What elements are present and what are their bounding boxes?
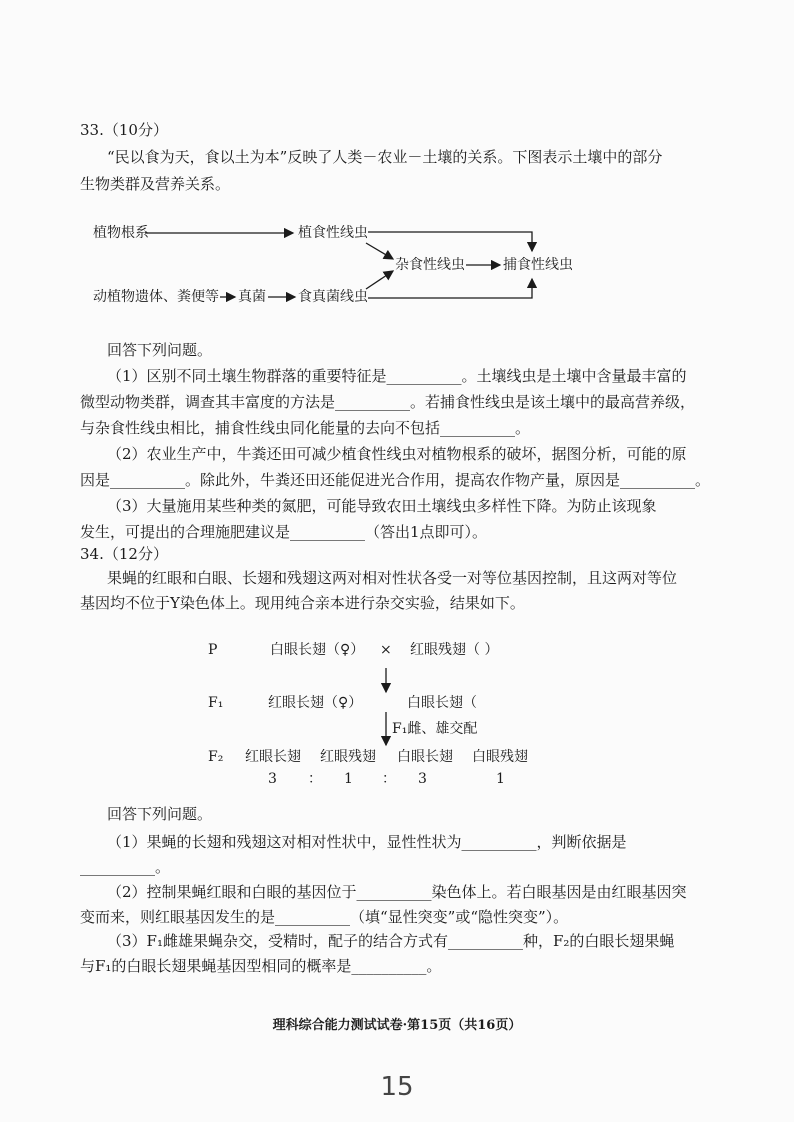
node-plant-roots: 植物根系 <box>93 225 149 241</box>
node-remains: 动植物遗体、粪便等 <box>93 289 219 305</box>
question-33-intro-line: “民以食为天，食以土为本”反映了人类－农业－土壤的关系。下图表示土壤中的部分 <box>107 148 663 166</box>
f2-ratio: 3 <box>268 771 277 787</box>
f2-ratio: 1 <box>496 771 505 787</box>
f2-phenotype: 白眼残翅 <box>472 749 528 765</box>
question-line: 发生，可提出的合理施肥建议是__________（答出1点即可）。 <box>80 523 488 541</box>
question-line: （1）区别不同土壤生物群落的重要特征是__________。土壤线虫是土壤中含量最丰富的 <box>107 367 687 385</box>
arrow-herbivore-to-predator <box>368 232 532 251</box>
question-33-intro-line: 生物类群及营养关系。 <box>80 175 231 193</box>
question-line: （3）大量施用某些种类的氮肥，可能导致农田土壤线虫多样性下降。为防止该现象 <box>107 497 657 515</box>
f2-phenotype: 红眼残翅 <box>320 749 376 765</box>
answer-prompt: 回答下列问题。 <box>107 805 213 823</box>
question-34-intro-line: 果蝇的红眼和白眼、长翅和残翅这两对相对性状各受一对等位基因控制，且这两对等位 <box>107 569 678 587</box>
page-footer: 理科综合能力测试试卷·第15页（共16页） <box>272 1018 522 1033</box>
question-line: 因是__________。除此外，牛粪还田还能促进光合作用，提高农作物产量，原因是__________。 <box>80 471 711 489</box>
generation-f2: F₂ <box>208 749 224 765</box>
question-line: （2）农业生产中，牛粪还田可减少植食性线虫对植物根系的破坏，据图分析，可能的原 <box>107 445 687 463</box>
question-33-header: 33.（10分） <box>80 121 168 139</box>
node-fungi: 真菌 <box>238 289 266 305</box>
arrow-fungivore-to-predator <box>368 279 532 298</box>
generation-f1: F₁ <box>208 695 224 711</box>
node-predatory-nematode: 捕食性线虫 <box>503 257 573 273</box>
node-herbivorous-nematode: 植食性线虫 <box>298 225 368 241</box>
arrow-herbivore-to-omnivore <box>366 243 393 259</box>
question-line: 微型动物类群，调查其丰富度的方法是__________。若捕食性线虫是该土壤中的最高营养级， <box>80 393 696 411</box>
question-line: （2）控制果蝇红眼和白眼的基因位于__________染色体上。若白眼基因是由红眼基因突 <box>107 883 687 901</box>
f2-phenotype: 红眼长翅 <box>245 749 301 765</box>
question-34-header: 34.（12分） <box>80 545 168 563</box>
p-female: 白眼长翅（♀） <box>270 642 365 658</box>
question-34-intro-line: 基因均不位于Y染色体上。现用纯合亲本进行杂交实验，结果如下。 <box>80 594 525 612</box>
question-line: （3）F₁雌雄果蝇杂交，受精时，配子的结合方式有__________种，F₂的白眼长翅果蝇 <box>107 932 675 950</box>
f2-phenotype: 白眼长翅 <box>397 749 453 765</box>
f1-female: 红眼长翅（♀） <box>268 695 363 711</box>
f1-mating-label: F₁雌、雄交配 <box>392 721 478 737</box>
p-male: 红眼残翅（ ） <box>410 642 499 658</box>
f2-ratio: 1 <box>344 771 353 787</box>
question-line: 变而来，则红眼基因发生的是__________（填“显性突变”或“隐性突变”）。 <box>80 908 569 926</box>
question-line: 与F₁的白眼长翅果蝇基因型相同的概率是__________。 <box>80 957 442 975</box>
node-fungivorous-nematode: 食真菌线虫 <box>298 289 368 305</box>
f2-ratio: ： <box>308 771 322 787</box>
f2-ratio: ： <box>382 771 396 787</box>
f2-ratio: 3 <box>418 771 427 787</box>
generation-p: P <box>208 642 218 658</box>
question-line: __________。 <box>80 858 171 876</box>
question-line: （1）果蝇的长翅和残翅这对相对性状中，显性性状为__________，判断依据是 <box>107 833 627 851</box>
answer-prompt: 回答下列问题。 <box>107 341 213 359</box>
page-number: 15 <box>380 1072 414 1102</box>
node-omnivorous-nematode: 杂食性线虫 <box>395 257 465 273</box>
arrow-fungivore-to-omnivore <box>366 271 393 289</box>
cross-sign: × <box>380 642 392 658</box>
f1-male: 白眼长翅（ <box>407 695 477 711</box>
question-line: 与杂食性线虫相比，捕食性线虫同化能量的去向不包括__________。 <box>80 419 531 437</box>
